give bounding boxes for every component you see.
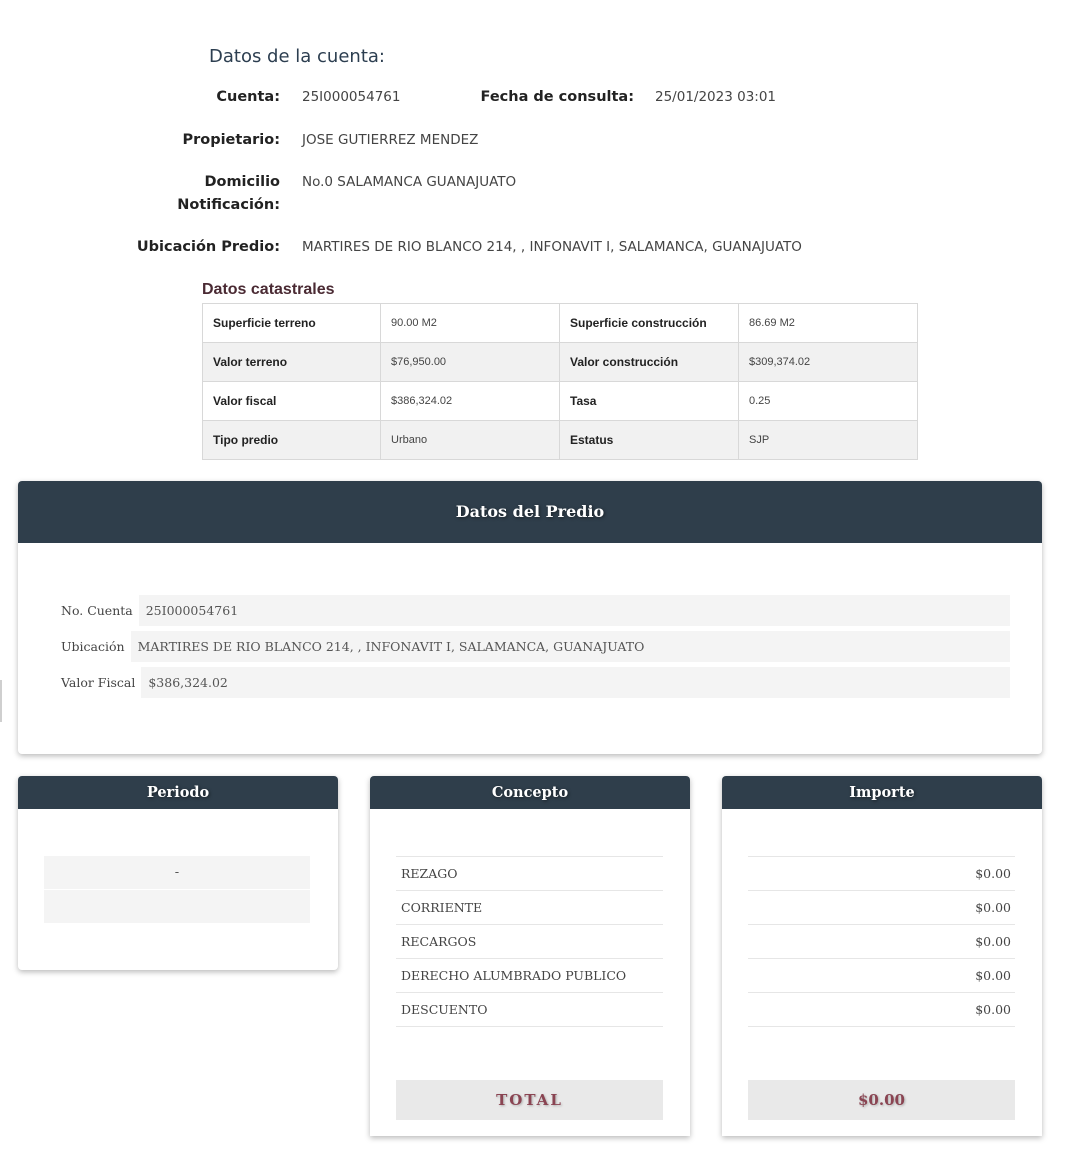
propietario-label: Propietario:	[182, 132, 280, 148]
importe-title: Importe	[722, 776, 1042, 809]
cuenta-value: 25I000054761	[302, 89, 401, 105]
catastrales-title: Datos catastrales	[202, 281, 335, 298]
account-section-title: Datos de la cuenta:	[209, 46, 385, 67]
total-label: TOTAL	[396, 1080, 663, 1120]
fecha-consulta-value: 25/01/2023 03:01	[655, 89, 777, 105]
table-cell: SJP	[739, 421, 918, 460]
periodo-card	[18, 776, 338, 970]
concepto-list	[396, 856, 663, 1027]
table-cell: Estatus	[560, 421, 739, 460]
table-row	[203, 421, 918, 460]
table-cell: 86.69 M2	[739, 304, 918, 343]
ubicacion-row	[61, 631, 1010, 662]
catastrales-table	[202, 303, 918, 460]
no-cuenta-row	[61, 595, 1010, 626]
concepto-card	[370, 776, 690, 1136]
list-item: RECARGOS	[396, 925, 663, 959]
valor-fiscal-row	[61, 667, 1010, 698]
periodo-row	[44, 890, 310, 923]
list-item: $0.00	[748, 993, 1015, 1027]
list-item: REZAGO	[396, 857, 663, 891]
table-cell: Valor terreno	[203, 343, 381, 382]
list-item: $0.00	[748, 891, 1015, 925]
list-item: $0.00	[748, 959, 1015, 993]
page-edge-divider	[0, 680, 2, 722]
table-cell: Superficie construcción	[560, 304, 739, 343]
no-cuenta-label: No. Cuenta	[61, 603, 133, 618]
ubicacion-label: Ubicación	[61, 639, 125, 654]
list-item: CORRIENTE	[396, 891, 663, 925]
periodo-row: -	[44, 856, 310, 889]
table-cell: 0.25	[739, 382, 918, 421]
cuenta-label: Cuenta:	[216, 89, 280, 105]
table-cell: Valor fiscal	[203, 382, 381, 421]
datos-predio-card	[18, 481, 1042, 754]
list-item: $0.00	[748, 857, 1015, 891]
no-cuenta-field[interactable]: 25I000054761	[139, 595, 1010, 626]
ubicacion-field[interactable]: MARTIRES DE RIO BLANCO 214, , INFONAVIT I, SALAMANCA, GUANAJUATO	[131, 631, 1010, 662]
table-cell: $386,324.02	[381, 382, 560, 421]
list-item: $0.00	[748, 925, 1015, 959]
fecha-consulta-label: Fecha de consulta:	[480, 89, 634, 105]
table-cell: $76,950.00	[381, 343, 560, 382]
domicilio-label-line1: Domicilio	[204, 174, 280, 190]
concepto-title: Concepto	[370, 776, 690, 809]
table-cell: Tipo predio	[203, 421, 381, 460]
table-cell: 90.00 M2	[381, 304, 560, 343]
ubicacion-predio-label: Ubicación Predio:	[136, 239, 280, 255]
datos-predio-title: Datos del Predio	[18, 481, 1042, 543]
table-cell: Valor construcción	[560, 343, 739, 382]
propietario-value: JOSE GUTIERREZ MENDEZ	[302, 132, 479, 148]
table-row	[203, 304, 918, 343]
ubicacion-predio-value: MARTIRES DE RIO BLANCO 214, , INFONAVIT I, SALAMANCA, GUANAJUATO	[302, 239, 802, 255]
table-row	[203, 343, 918, 382]
valor-fiscal-field[interactable]: $386,324.02	[141, 667, 1010, 698]
valor-fiscal-label: Valor Fiscal	[61, 675, 136, 690]
table-row	[203, 382, 918, 421]
table-cell: Superficie terreno	[203, 304, 381, 343]
importe-list	[748, 856, 1015, 1027]
table-cell: $309,374.02	[739, 343, 918, 382]
total-value: $0.00	[748, 1080, 1015, 1120]
table-cell: Urbano	[381, 421, 560, 460]
table-cell: Tasa	[560, 382, 739, 421]
domicilio-label-line2: Notificación:	[177, 197, 280, 213]
list-item: DERECHO ALUMBRADO PUBLICO	[396, 959, 663, 993]
periodo-title: Periodo	[18, 776, 338, 809]
importe-card	[722, 776, 1042, 1136]
list-item: DESCUENTO	[396, 993, 663, 1027]
domicilio-value: No.0 SALAMANCA GUANAJUATO	[302, 174, 517, 190]
